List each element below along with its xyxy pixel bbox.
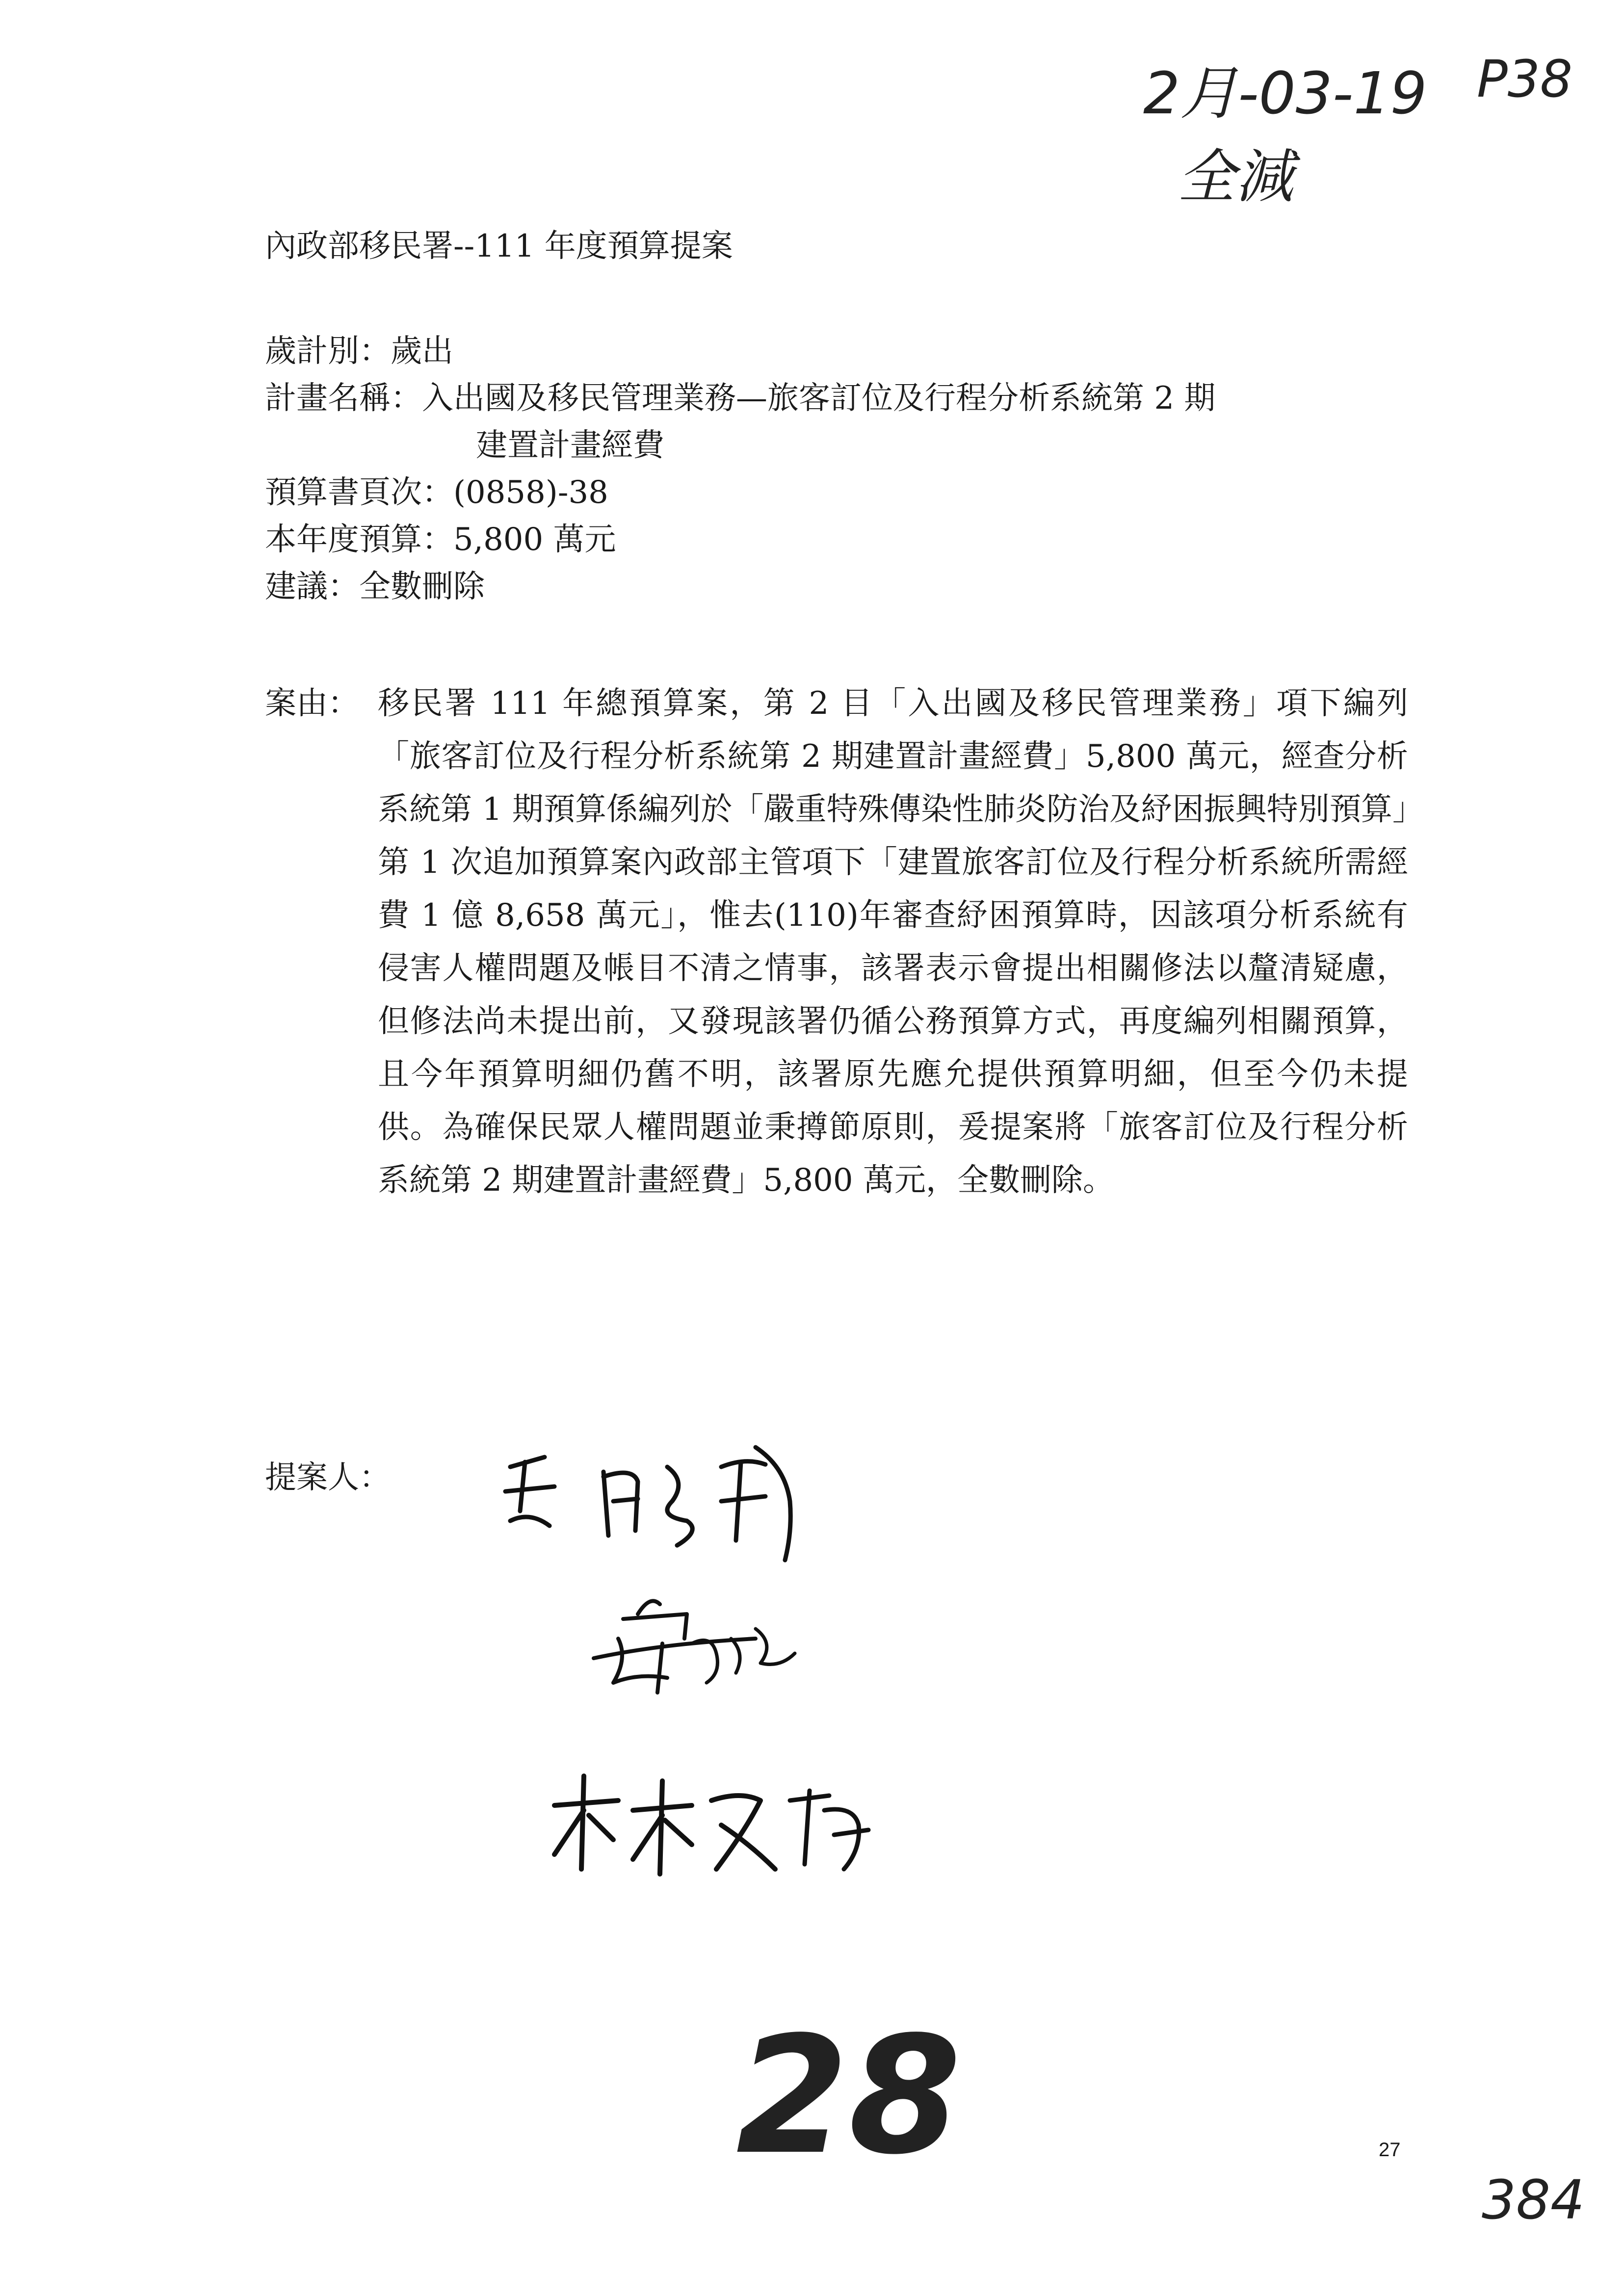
field-budget-category: 歲計別：歲出	[265, 333, 453, 369]
proposer-label: 提案人：	[265, 1460, 391, 1496]
reason-text: 移民署 111 年總預算案，第 2 目「入出國及移民管理業務」項下編列「旅客訂位及行程分析系統第 2 期建置計畫經費」5,800 萬元，經查分析系統第 1 期預算係編列於「嚴重特殊傳染性肺炎防治及紓困振興特別預算」第 1 次追加預算案內政部主管項下「建置旅客訂位及行程分析系統所需經費 1 億 8,658 萬元」，惟去(110)年審查紓困預算時，因該項分析系統有侵害人權問題及帳目不清之情事，該署表示會提出相關修法以釐清疑慮，但修法尚未提出前，又發現該署仍循公務預算方式，再度編列相關預算，且今年預算明細仍舊不明，該署原先應允提供預算明細，但至今仍未提供。為確保民眾人權問題並秉撙節原則，爰提案將「旅客訂位及行程分析系統第 2 期建置計畫經費」5,800 萬元，全數刪除。	[378, 685, 1408, 1199]
signature-3	[535, 1756, 888, 1904]
signature-1	[491, 1437, 834, 1585]
handwritten-page-ref: P38	[1477, 49, 1573, 109]
field-plan-name-continued: 建置計畫經費	[476, 427, 664, 464]
handwritten-stamp: 全減	[1178, 143, 1294, 210]
field-annual-budget: 本年度預算：5,800 萬元	[265, 522, 616, 558]
field-plan-name: 計畫名稱：入出國及移民管理業務—旅客訂位及行程分析系統第 2 期 建置計畫經費	[265, 375, 1413, 469]
handwritten-corner-number: 384	[1482, 2168, 1585, 2231]
reason-label: 案由：	[265, 685, 359, 722]
field-budget-page: 預算書頁次：(0858)-38	[265, 474, 608, 511]
document-title: 內政部移民署--111 年度預算提案	[265, 228, 733, 264]
page-number: 27	[1379, 2139, 1401, 2161]
budget-fields	[265, 328, 1413, 610]
field-recommendation: 建議：全數刪除	[265, 569, 485, 605]
handwritten-date-code: 2月-03-19	[1143, 59, 1427, 127]
signature-2	[564, 1585, 859, 1712]
handwritten-large-number: 28	[736, 2002, 962, 2190]
